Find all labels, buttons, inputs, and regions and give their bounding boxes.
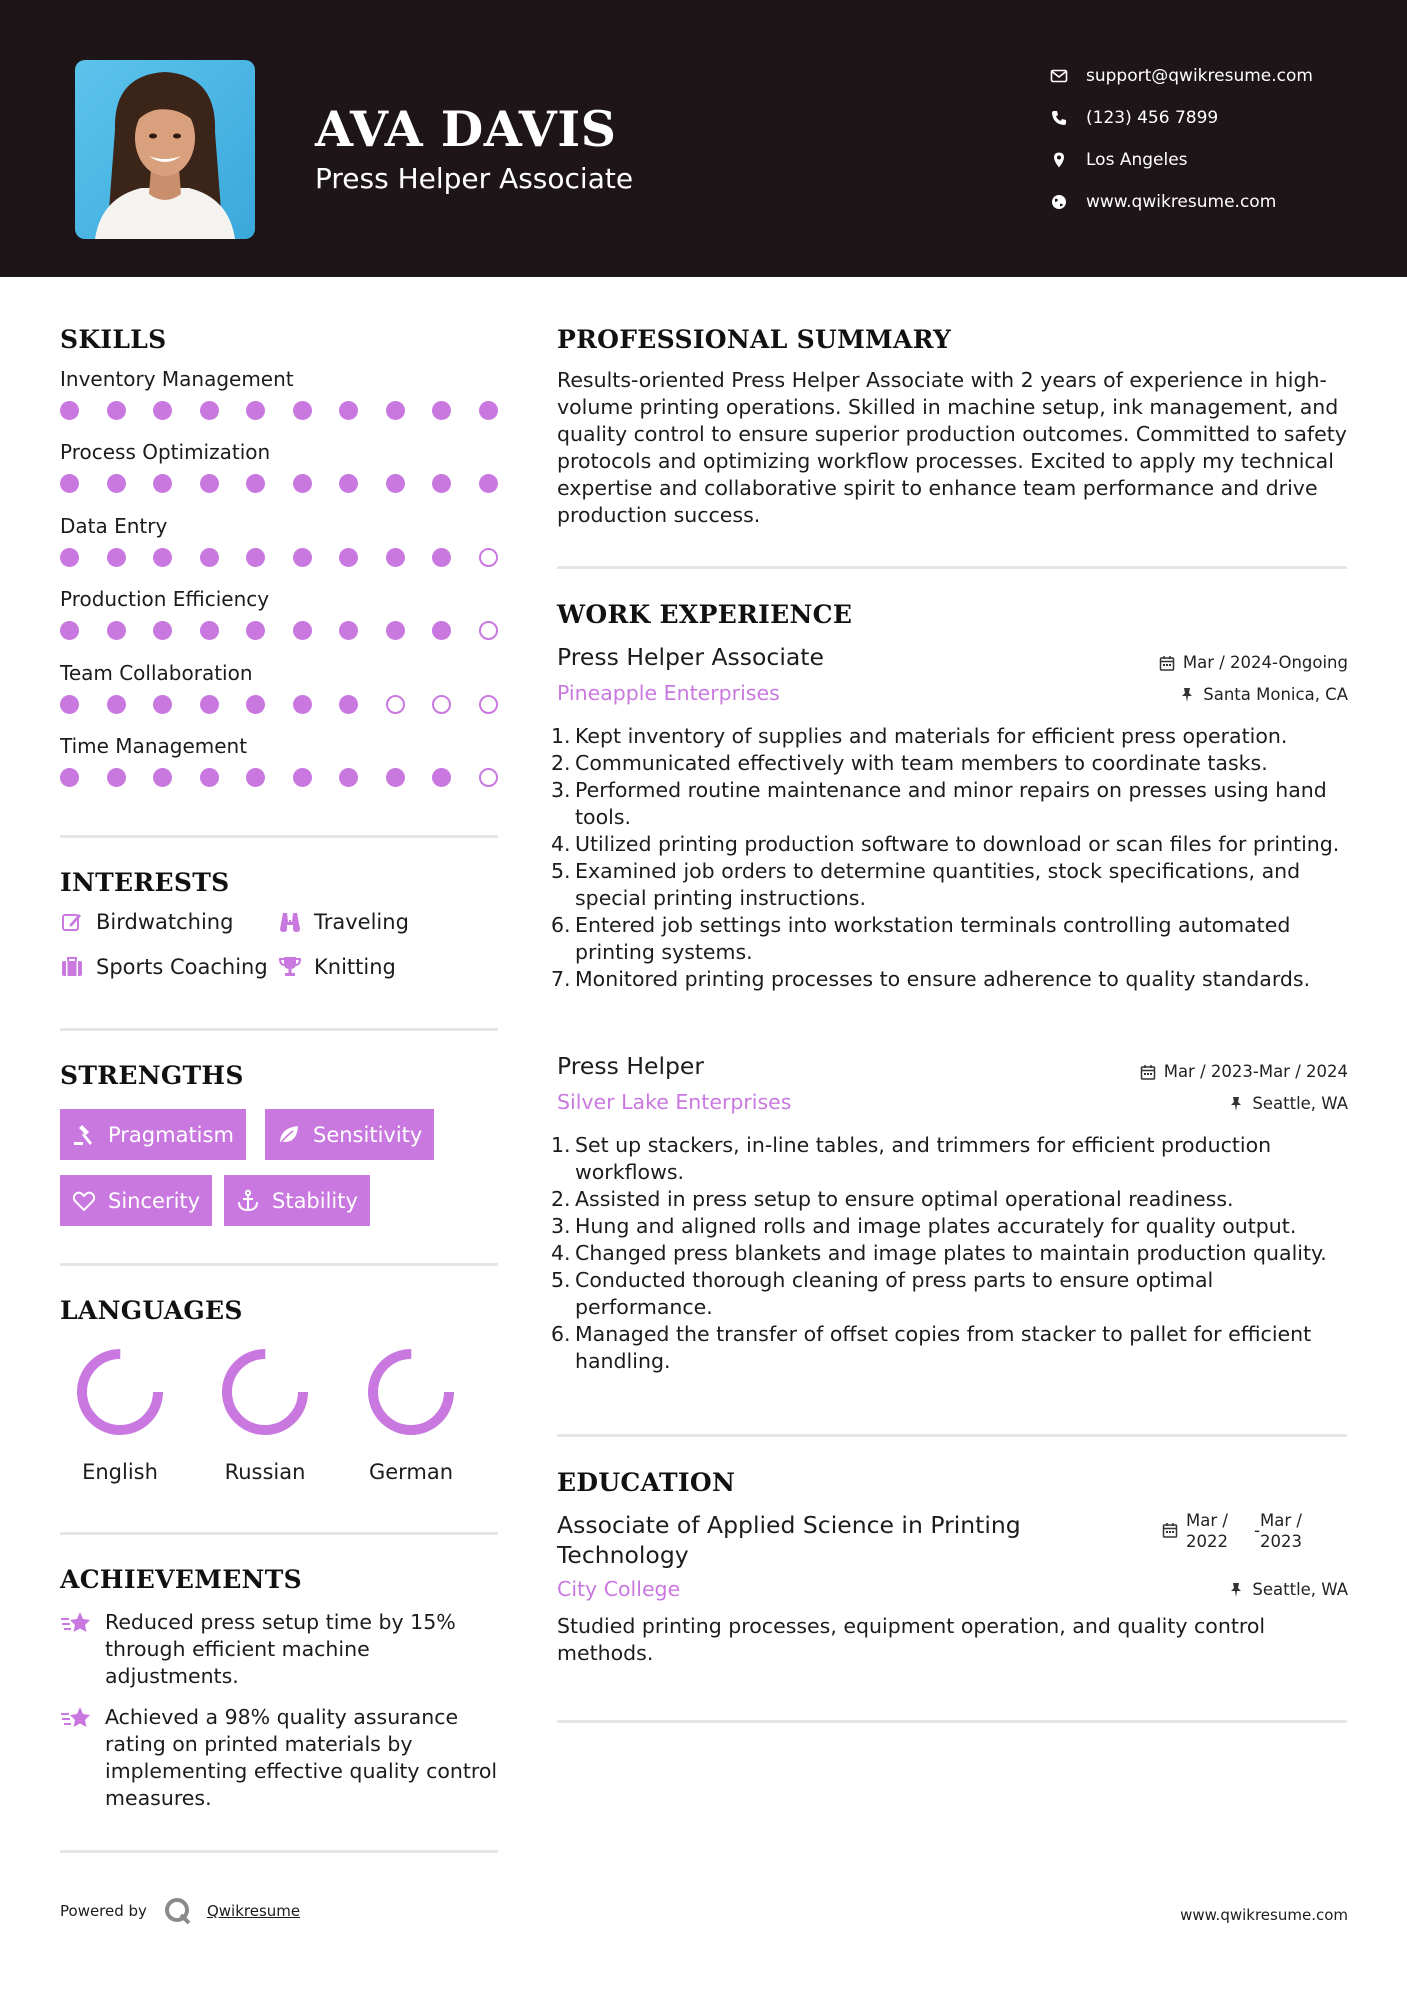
candidate-name: AVA DAVIS — [315, 100, 617, 158]
footer-powered-by — [60, 1896, 300, 1926]
rating-dot-filled — [200, 474, 219, 493]
rating-dot-filled — [200, 768, 219, 787]
duty-item: 1. Kept inventory of supplies and materials for efficient press operation. — [551, 724, 1288, 748]
rating-dot-filled — [246, 548, 265, 567]
job-duties — [551, 723, 1357, 993]
phone-text: (123) 456 7899 — [1086, 108, 1219, 128]
language-item — [200, 1346, 330, 1484]
skill-name: Team Collaboration — [60, 660, 253, 685]
duty-item: 3. Performed routine maintenance and minor repairs on presses using hand tools. — [551, 778, 1327, 829]
pushpin-icon — [1228, 1096, 1244, 1112]
rating-dot-filled — [60, 621, 79, 640]
strength-tag-sensitivity — [265, 1109, 434, 1160]
language-name: German — [368, 1460, 454, 1484]
divider — [60, 1028, 498, 1031]
skill-item — [60, 367, 500, 420]
strength-label: Pragmatism — [108, 1122, 234, 1147]
divider — [60, 1850, 498, 1853]
interest-birdwatching — [60, 910, 233, 934]
duty-item: 3. Hung and aligned rolls and image plates accurately for quality output. — [551, 1214, 1297, 1238]
envelope-icon — [1050, 67, 1068, 85]
contact-email[interactable] — [1050, 55, 1313, 97]
achievement-text: Achieved a 98% quality assurance rating on printed materials by implementing effective quality control measures. — [105, 1705, 498, 1810]
achievement-item — [60, 1609, 500, 1690]
interest-label: Birdwatching — [96, 910, 234, 934]
website-text: www.qwikresume.com — [1086, 192, 1277, 212]
rating-dot-empty — [432, 695, 451, 714]
skill-rating — [60, 695, 498, 714]
job-role: Press Helper — [557, 1052, 705, 1080]
avatar — [75, 60, 255, 239]
rating-dot-filled — [479, 474, 498, 493]
resume-header — [0, 0, 1407, 277]
language-proficiency-ring — [219, 1346, 311, 1438]
rating-dot-filled — [153, 474, 172, 493]
rating-dot-filled — [386, 401, 405, 420]
job-location-text: Seattle, WA — [1252, 1094, 1348, 1113]
divider — [557, 1434, 1347, 1437]
rating-dot-filled — [107, 621, 126, 640]
calendar-icon — [1159, 655, 1175, 671]
rating-dot-empty — [479, 548, 498, 567]
rating-dot-empty — [479, 768, 498, 787]
rating-dot-filled — [432, 401, 451, 420]
strength-label: Sensitivity — [313, 1122, 423, 1147]
rating-dot-filled — [339, 621, 358, 640]
job-location-text: Santa Monica, CA — [1203, 685, 1348, 704]
skill-item — [60, 734, 500, 787]
education-start: Mar / 2022 — [1186, 1511, 1228, 1551]
rating-dot-filled — [293, 621, 312, 640]
duty-item: 5. Examined job orders to determine quantities, stock specifications, and special printing instructions. — [551, 859, 1301, 910]
contact-website[interactable] — [1050, 181, 1313, 223]
pushpin-icon — [1179, 687, 1195, 703]
rating-dot-filled — [339, 401, 358, 420]
languages-title: LANGUAGES — [60, 1296, 243, 1325]
job-location — [1179, 685, 1348, 704]
rating-dot-filled — [60, 695, 79, 714]
job-dates — [1159, 653, 1348, 672]
rating-dot-filled — [107, 548, 126, 567]
footer-website[interactable]: www.qwikresume.com — [1180, 1906, 1348, 1924]
pencil-square-icon — [60, 910, 84, 934]
rating-dot-filled — [479, 401, 498, 420]
language-level-arc — [82, 1354, 158, 1430]
rating-dot-filled — [200, 401, 219, 420]
education-description: Studied printing processes, equipment operation, and quality control methods. — [557, 1614, 1266, 1665]
candidate-title: Press Helper Associate — [315, 162, 634, 195]
skill-rating — [60, 621, 498, 640]
skill-name: Process Optimization — [60, 440, 271, 465]
rating-dot-filled — [60, 401, 79, 420]
duty-item: 6. Entered job settings into workstation terminals controlling automated printing systems. — [551, 913, 1291, 964]
rating-dot-filled — [246, 768, 265, 787]
skill-item — [60, 514, 500, 567]
gavel-icon — [72, 1123, 96, 1147]
education-date-separator: - — [1254, 1521, 1260, 1540]
strength-tag-pragmatism — [60, 1109, 246, 1160]
language-level-arc — [373, 1354, 449, 1430]
rating-dot-filled — [60, 548, 79, 567]
duty-item: 4. Changed press blankets and image plates to maintain production quality. — [551, 1241, 1327, 1265]
skill-item — [60, 661, 500, 714]
rating-dot-filled — [386, 474, 405, 493]
job-company: Silver Lake Enterprises — [557, 1090, 792, 1114]
language-item — [55, 1346, 185, 1484]
education-title: EDUCATION — [557, 1468, 736, 1497]
education-degree: Associate of Applied Science in Printing Technology — [557, 1511, 1021, 1569]
divider — [557, 1720, 1347, 1723]
rating-dot-filled — [246, 695, 265, 714]
divider — [557, 566, 1347, 569]
education-end: Mar / 2023 — [1260, 1511, 1302, 1551]
skill-name: Production Efficiency — [60, 587, 270, 612]
job-dates-text: Mar / 2024-Ongoing — [1182, 653, 1348, 672]
duty-item: 2. Assisted in press setup to ensure optimal operational readiness. — [551, 1187, 1234, 1211]
rating-dot-filled — [107, 695, 126, 714]
language-name: Russian — [224, 1460, 306, 1484]
divider — [60, 1263, 498, 1266]
duty-item: 5. Conducted thorough cleaning of press parts to ensure optimal performance. — [551, 1268, 1214, 1319]
rating-dot-filled — [386, 621, 405, 640]
strength-tag-sincerity — [60, 1175, 212, 1226]
job-dates-text: Mar / 2023-Mar / 2024 — [1163, 1062, 1348, 1081]
language-proficiency-ring — [74, 1346, 166, 1438]
duty-item: 7. Monitored printing processes to ensure adherence to quality standards. — [551, 967, 1311, 991]
job-dates — [1140, 1062, 1348, 1081]
rating-dot-filled — [293, 768, 312, 787]
rating-dot-filled — [107, 768, 126, 787]
rating-dot-filled — [60, 768, 79, 787]
rating-dot-filled — [339, 474, 358, 493]
contact-phone[interactable] — [1050, 97, 1313, 139]
rating-dot-filled — [293, 401, 312, 420]
skill-item — [60, 440, 500, 493]
job-duties — [551, 1132, 1357, 1375]
rating-dot-empty — [386, 695, 405, 714]
rating-dot-filled — [293, 474, 312, 493]
divider — [60, 835, 498, 838]
rating-dot-filled — [153, 621, 172, 640]
pushpin-icon — [1228, 1582, 1244, 1598]
rating-dot-filled — [246, 401, 265, 420]
duty-item: 1. Set up stackers, in-line tables, and trimmers for efficient production workflows. — [551, 1133, 1272, 1184]
rating-dot-filled — [293, 548, 312, 567]
interest-label: Knitting — [314, 955, 396, 979]
strength-tag-stability — [224, 1175, 370, 1226]
achievements-title: ACHIEVEMENTS — [60, 1565, 302, 1594]
interest-knitting — [278, 955, 396, 979]
rating-dot-filled — [60, 474, 79, 493]
rating-dot-filled — [153, 548, 172, 567]
rating-dot-empty — [479, 621, 498, 640]
interest-traveling — [278, 910, 409, 934]
rating-dot-filled — [386, 548, 405, 567]
skill-name: Data Entry — [60, 513, 168, 538]
trophy-icon — [278, 955, 302, 979]
job-location — [1228, 1094, 1348, 1113]
duty-item: 6. Managed the transfer of offset copies from stacker to pallet for efficient handling. — [551, 1322, 1312, 1373]
language-proficiency-ring — [365, 1346, 457, 1438]
rating-dot-filled — [153, 401, 172, 420]
summary-text: Results-oriented Press Helper Associate with 2 years of experience in high-volume printing operations. Skilled in machine setup, ink management, and quality control to ensure superior production outcomes. Committed to safety protocols and optimizing workflow processes. Excited to apply my technical expertise and collaborative spirit to enhance team performance and drive production success. — [557, 368, 1347, 527]
job-role: Press Helper Associate — [557, 643, 824, 671]
skill-rating — [60, 548, 498, 567]
heart-icon — [72, 1189, 96, 1213]
strengths-title: STRENGTHS — [60, 1061, 244, 1090]
skill-rating — [60, 401, 498, 420]
job-company: Pineapple Enterprises — [557, 681, 780, 705]
suitcase-icon — [60, 955, 84, 979]
binoculars-icon — [278, 910, 302, 934]
rating-dot-filled — [339, 695, 358, 714]
shooting-star-icon — [60, 1609, 93, 1637]
rating-dot-filled — [432, 474, 451, 493]
calendar-icon — [1162, 1522, 1178, 1538]
location-text: Los Angeles — [1086, 150, 1188, 170]
achievement-item — [60, 1704, 500, 1812]
experience-title: WORK EXPERIENCE — [557, 600, 853, 629]
leaf-icon — [277, 1123, 301, 1147]
rating-dot-filled — [246, 621, 265, 640]
language-name: English — [82, 1460, 158, 1484]
interest-label: Sports Coaching — [96, 955, 268, 979]
strength-label: Sincerity — [108, 1188, 201, 1213]
rating-dot-filled — [432, 548, 451, 567]
rating-dot-filled — [200, 548, 219, 567]
interests-title: INTERESTS — [60, 868, 230, 897]
powered-by-text: Powered by — [60, 1902, 147, 1920]
education-dates — [1162, 1510, 1330, 1552]
duty-item: 4. Utilized printing production software to download or scan files for printing. — [551, 832, 1340, 856]
skills-title: SKILLS — [60, 325, 167, 354]
calendar-icon — [1140, 1064, 1156, 1080]
globe-icon — [1050, 193, 1068, 211]
language-level-arc — [227, 1354, 303, 1430]
email-text: support@qwikresume.com — [1086, 66, 1313, 86]
rating-dot-filled — [432, 768, 451, 787]
interest-sports-coaching — [60, 955, 268, 979]
interest-label: Traveling — [314, 910, 409, 934]
duty-item: 2. Communicated effectively with team members to coordinate tasks. — [551, 751, 1268, 775]
phone-icon — [1050, 109, 1068, 127]
divider — [60, 1532, 498, 1535]
profile-photo — [75, 60, 255, 239]
language-item — [346, 1346, 476, 1484]
contact-location — [1050, 139, 1313, 181]
rating-dot-filled — [339, 768, 358, 787]
summary-title: PROFESSIONAL SUMMARY — [557, 325, 952, 354]
skill-rating — [60, 474, 498, 493]
skill-name: Inventory Management — [60, 367, 294, 391]
rating-dot-filled — [107, 474, 126, 493]
skill-rating — [60, 768, 498, 787]
skill-item — [60, 587, 500, 640]
strength-label: Stability — [272, 1188, 358, 1213]
rating-dot-filled — [293, 695, 312, 714]
education-location-text: Seattle, WA — [1252, 1580, 1348, 1599]
brand-link[interactable]: Qwikresume — [206, 1902, 301, 1920]
rating-dot-filled — [107, 401, 126, 420]
rating-dot-filled — [153, 695, 172, 714]
rating-dot-filled — [200, 695, 219, 714]
shooting-star-icon — [60, 1704, 93, 1732]
map-pin-icon — [1050, 151, 1068, 169]
rating-dot-filled — [153, 768, 172, 787]
skill-name: Time Management — [60, 734, 248, 758]
rating-dot-filled — [386, 768, 405, 787]
anchor-icon — [236, 1189, 260, 1213]
education-location — [1228, 1580, 1348, 1599]
achievement-text: Reduced press setup time by 15% through efficient machine adjustments. — [105, 1610, 456, 1688]
contact-info — [1050, 55, 1313, 223]
rating-dot-filled — [200, 621, 219, 640]
rating-dot-filled — [432, 621, 451, 640]
qwikresume-logo-icon — [163, 1896, 193, 1926]
rating-dot-filled — [339, 548, 358, 567]
rating-dot-empty — [479, 695, 498, 714]
rating-dot-filled — [246, 474, 265, 493]
education-school: City College — [557, 1577, 681, 1601]
